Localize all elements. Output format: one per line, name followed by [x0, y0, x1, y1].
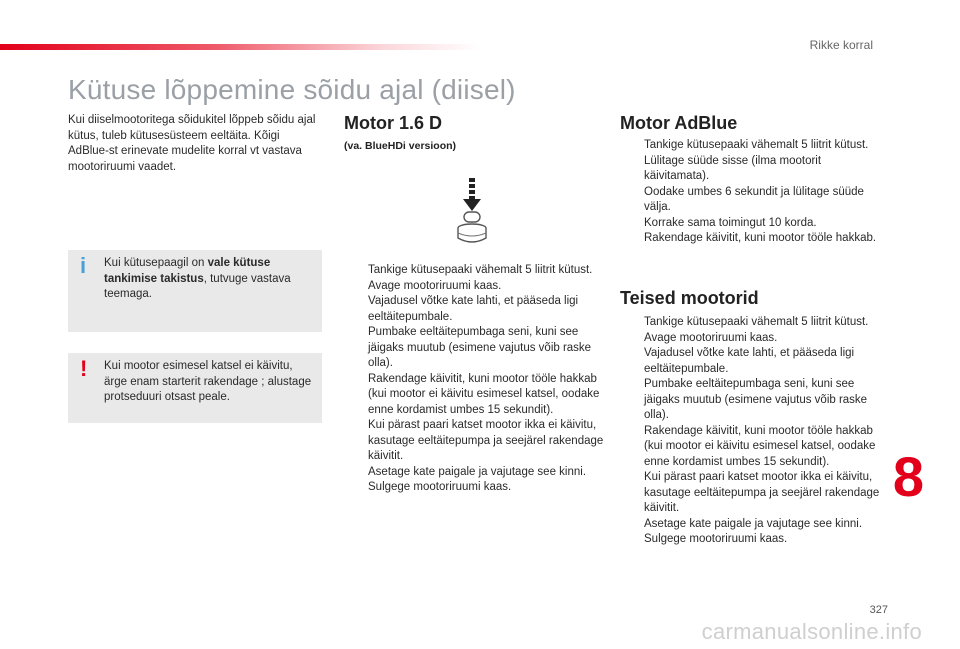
list-item: [344, 263, 604, 279]
motor-adblue-heading: Motor AdBlue: [620, 113, 738, 133]
step-text: Rakendage käivitit, kuni mootor tööle hakkab (kui mootor ei käivitu esimesel katsel, oodake enne kordamist umbes 15 sekundit).: [368, 372, 600, 416]
chapter-number: 8: [892, 445, 924, 508]
list-item: [620, 216, 882, 232]
watermark: carmanualsonline.info: [701, 619, 922, 644]
step-text: Lülitage süüde sisse (ilma mootorit käivitamata).: [644, 154, 822, 182]
list-item: [620, 517, 882, 533]
step-text: Vajadusel võtke kate lahti, et pääseda ligi eeltäitepumbale.: [644, 347, 855, 375]
list-item: [344, 325, 604, 372]
step-text: Pumbake eeltäitepumbaga seni, kuni see jäigaks muutub (esimene vajutus võib raske olla).: [368, 326, 592, 369]
step-text: Tankige kütusepaaki vähemalt 5 liitrit kütust.: [368, 264, 593, 276]
list-item: [344, 279, 604, 295]
motor-adblue-steps: [620, 138, 882, 247]
list-item: [620, 377, 882, 424]
warning-box: [68, 353, 322, 423]
info-text-start: Kui kütusepaagil on: [104, 257, 208, 269]
other-engines-steps: [620, 315, 882, 548]
info-icon: i: [80, 253, 87, 278]
list-item: [620, 470, 882, 517]
list-item: [344, 480, 604, 496]
warning-icon: !: [80, 356, 88, 381]
info-box-text: [104, 256, 312, 303]
info-box: [68, 250, 322, 332]
motor-16d-heading: Motor 1.6 D: [344, 113, 443, 133]
list-item: [620, 315, 882, 331]
step-text: Tankige kütusepaaki vähemalt 5 liitrit kütust.: [644, 316, 869, 328]
step-text: Sulgege mootoriruumi kaas.: [644, 533, 788, 545]
list-item: [620, 154, 882, 185]
step-text: Korrake sama toimingut 10 korda.: [644, 216, 817, 229]
other-engines-heading: Teised mootorid: [620, 288, 759, 308]
step-text: Oodake umbes 6 sekundit ja lülitage süüde välja.: [644, 185, 864, 213]
list-item: [344, 372, 604, 419]
header-accent-bar: [0, 44, 480, 50]
list-item: [344, 294, 604, 325]
step-text: Tankige kütusepaaki vähemalt 5 liitrit kütust.: [644, 139, 869, 151]
list-item: [344, 418, 604, 465]
list-item: [620, 331, 882, 347]
motor-16d-subtitle: (va. BlueHDi versioon): [344, 140, 457, 152]
intro-text: Kui diiselmootoritega sõidukitel lõppeb sõidu ajal kütus, tuleb kütusesüsteem eeltäita. Kõigi AdBlue-st erinevate mudelite korral vt vastava mootoriruumi vaadet.: [68, 114, 316, 173]
step-text: Sulgege mootoriruumi kaas.: [368, 481, 512, 493]
list-item: [344, 465, 604, 481]
step-text: Avage mootoriruumi kaas.: [368, 279, 502, 292]
step-text: Avage mootoriruumi kaas.: [644, 331, 778, 344]
list-item: [620, 138, 882, 154]
list-item: [620, 185, 882, 216]
list-item: [620, 532, 882, 548]
step-text: Rakendage käivitit, kuni mootor tööle hakkab.: [644, 232, 877, 244]
info-text-end: , tutvuge vastava teemaga.: [104, 272, 291, 300]
info-text-bold: vale kütuse tankimise takistus: [104, 257, 271, 285]
primer-pump-icon: [454, 176, 490, 246]
step-text: Asetage kate paigale ja vajutage see kinni.: [644, 517, 863, 530]
step-text: Asetage kate paigale ja vajutage see kinni.: [368, 465, 587, 478]
step-text: Pumbake eeltäitepumbaga seni, kuni see jäigaks muutub (esimene vajutus võib raske olla).: [644, 378, 868, 421]
step-text: Rakendage käivitit, kuni mootor tööle hakkab (kui mootor ei käivitu esimesel katsel, oodake enne kordamist umbes 15 sekundit).: [644, 424, 876, 468]
list-item: [620, 346, 882, 377]
step-text: Vajadusel võtke kate lahti, et pääseda ligi eeltäitepumbale.: [368, 295, 579, 323]
list-item: [620, 231, 882, 247]
section-label: Rikke korral: [809, 38, 873, 52]
intro-paragraph: [68, 113, 318, 175]
list-item: [620, 424, 882, 471]
step-text: Kui pärast paari katset mootor ikka ei käivitu, kasutage eeltäitepumpa ja seejärel rakendage käivitit.: [368, 419, 604, 462]
motor-16d-steps: [344, 263, 604, 496]
page-number: 327: [869, 604, 888, 616]
page-title: Kütuse lõppemine sõidu ajal (diisel): [68, 74, 516, 105]
step-text: Kui pärast paari katset mootor ikka ei käivitu, kasutage eeltäitepumpa ja seejärel rakendage käivitit.: [644, 471, 880, 514]
warning-box-text: Kui mootor esimesel katsel ei käivitu, ärge enam starterit rakendage ; alustage protseduuri otsast peale.: [104, 360, 312, 403]
